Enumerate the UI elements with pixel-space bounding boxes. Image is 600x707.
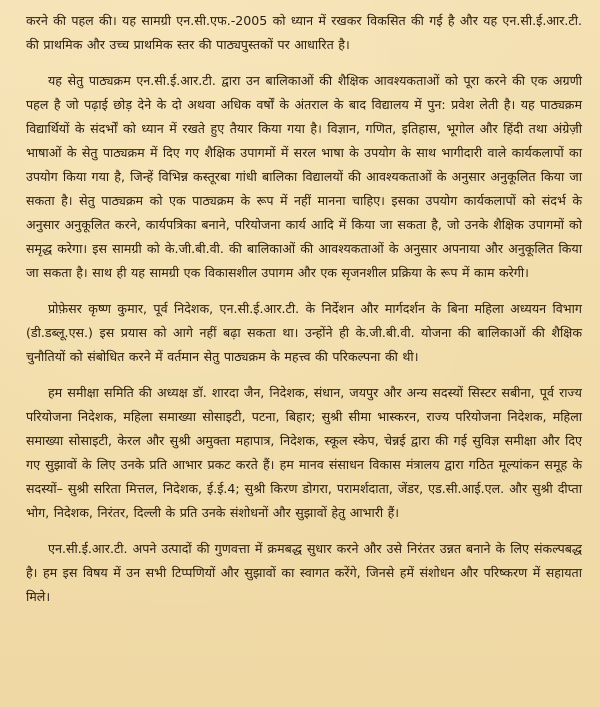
paragraph-intro-continuation: करने की पहल की। यह सामग्री एन.सी.एफ.-2005 को ध्यान में रखकर विकसित की गई है और यह एन.सी.ई.आर.टी. की प्राथमिक और उच्च प्राथमिक स्तर की पाठ्यपुस्तकों पर आधारित है। [26,13,582,52]
paragraph-feedback-request: एन.सी.ई.आर.टी. अपने उत्पादों की गुणवत्ता में क्रमबद्ध सुधार करने और उसे निरंतर उन्नत बनाने के लिए संकल्पबद्ध है। हम इस विषय में उन सभी टिप्पणियों और सुझावों का स्वागत करेंगे, जिनसे हमें संशोधन और परिष्करण में सहायता मिले। [26,541,582,604]
paragraph-review-committee: हम समीक्षा समिति की अध्यक्ष डॉ. शारदा जैन, निदेशक, संधान, जयपुर और अन्य सदस्यों सिस्टर सबीना, पूर्व राज्य परियोजना निदेशक, महिला समाख्या सोसाइटी, पटना, बिहार; सुश्री सीमा भास्करन, राज्य परियोजना निदेशक, महिला समाख्या सोसाइटी, केरल और सुश्री अमुक्ता महापात्र, निदेशक, स्कूल स्केप, चेन्नई द्वारा की गई सुविज्ञ समीक्षा और दिए गए सुझावों के लिए उनके प्रति आभार प्रकट करते हैं। हम मानव संसाधन विकास मंत्रालय द्वारा गठित मूल्यांकन समूह के सदस्यों– सुश्री सरिता मित्तल, निदेशक, ई.ई.4; सुश्री किरण डोगरा, परामर्शदाता, जेंडर, एड.सी.आई.एल. और सुश्री दीप्ता भोग, निदेशक, निरंतर, दिल्ली के प्रति उनके संशोधनों और सुझावों हेतु आभारी हैं। [26,385,582,520]
paragraph-acknowledgement-krishna-kumar: प्रोफ़ेसर कृष्ण कुमार, पूर्व निदेशक, एन.सी.ई.आर.टी. के निर्देशन और मार्गदर्शन के बिना महिला अध्ययन विभाग (डी.डब्लू.एस.) इस प्रयास को आगे नहीं बढ़ा सकता था। उन्होंने ही के.जी.बी.वी. योजना की बालिकाओं की शैक्षिक चुनौतियों को संबोधित करने में वर्तमान सेतु पाठ्यक्रम के महत्त्व की परिकल्पना की थी। [26,301,582,364]
paragraph-bridge-course: यह सेतु पाठ्यक्रम एन.सी.ई.आर.टी. द्वारा उन बालिकाओं की शैक्षिक आवश्यकताओं को पूरा करने की एक अग्रणी पहल है जो पढ़ाई छोड़ देने के दो अथवा अधिक वर्षों के अंतराल के बाद विद्यालय में पुन: प्रवेश लेती है। यह पाठ्यक्रम विद्यार्थियों के संदर्भों को ध्यान में रखते हुए तैयार किया गया है। विज्ञान, गणित, इतिहास, भूगोल और हिंदी तथा अंग्रेज़ी भाषाओं के सेतु पाठ्यक्रम में दिए गए शैक्षिक उपागमों में सरल भाषा के उपयोग के साथ भागीदारी वाले कार्यकलापों का उपयोग किया गया है, जिन्हें विभिन्न कस्तूरबा गांधी बालिका विद्यालयों की आवश्यकताओं के अनुसार अनुकूलित किया जा सकता है। सेतु पाठ्यक्रम को एक पाठ्यक्रम के रूप में नहीं मानना चाहिए। इसका उपयोग कार्यकलापों को संदर्भ के अनुसार अनुकूलित करने, कार्यपत्रिका बनाने, परियोजना कार्य आदि में किया जा सकता है, जो उनके शैक्षिक उपागमों को समृद्ध करेगा। इस सामग्री को के.जी.बी.वी. की बालिकाओं की आवश्यकताओं के अनुसार अपनाया और अनुकूलित किया जा सकता है। साथ ही यह सामग्री एक विकासशील उपागम और एक सृजनशील प्रक्रिया के रूप में काम करेगी। [26,73,582,280]
